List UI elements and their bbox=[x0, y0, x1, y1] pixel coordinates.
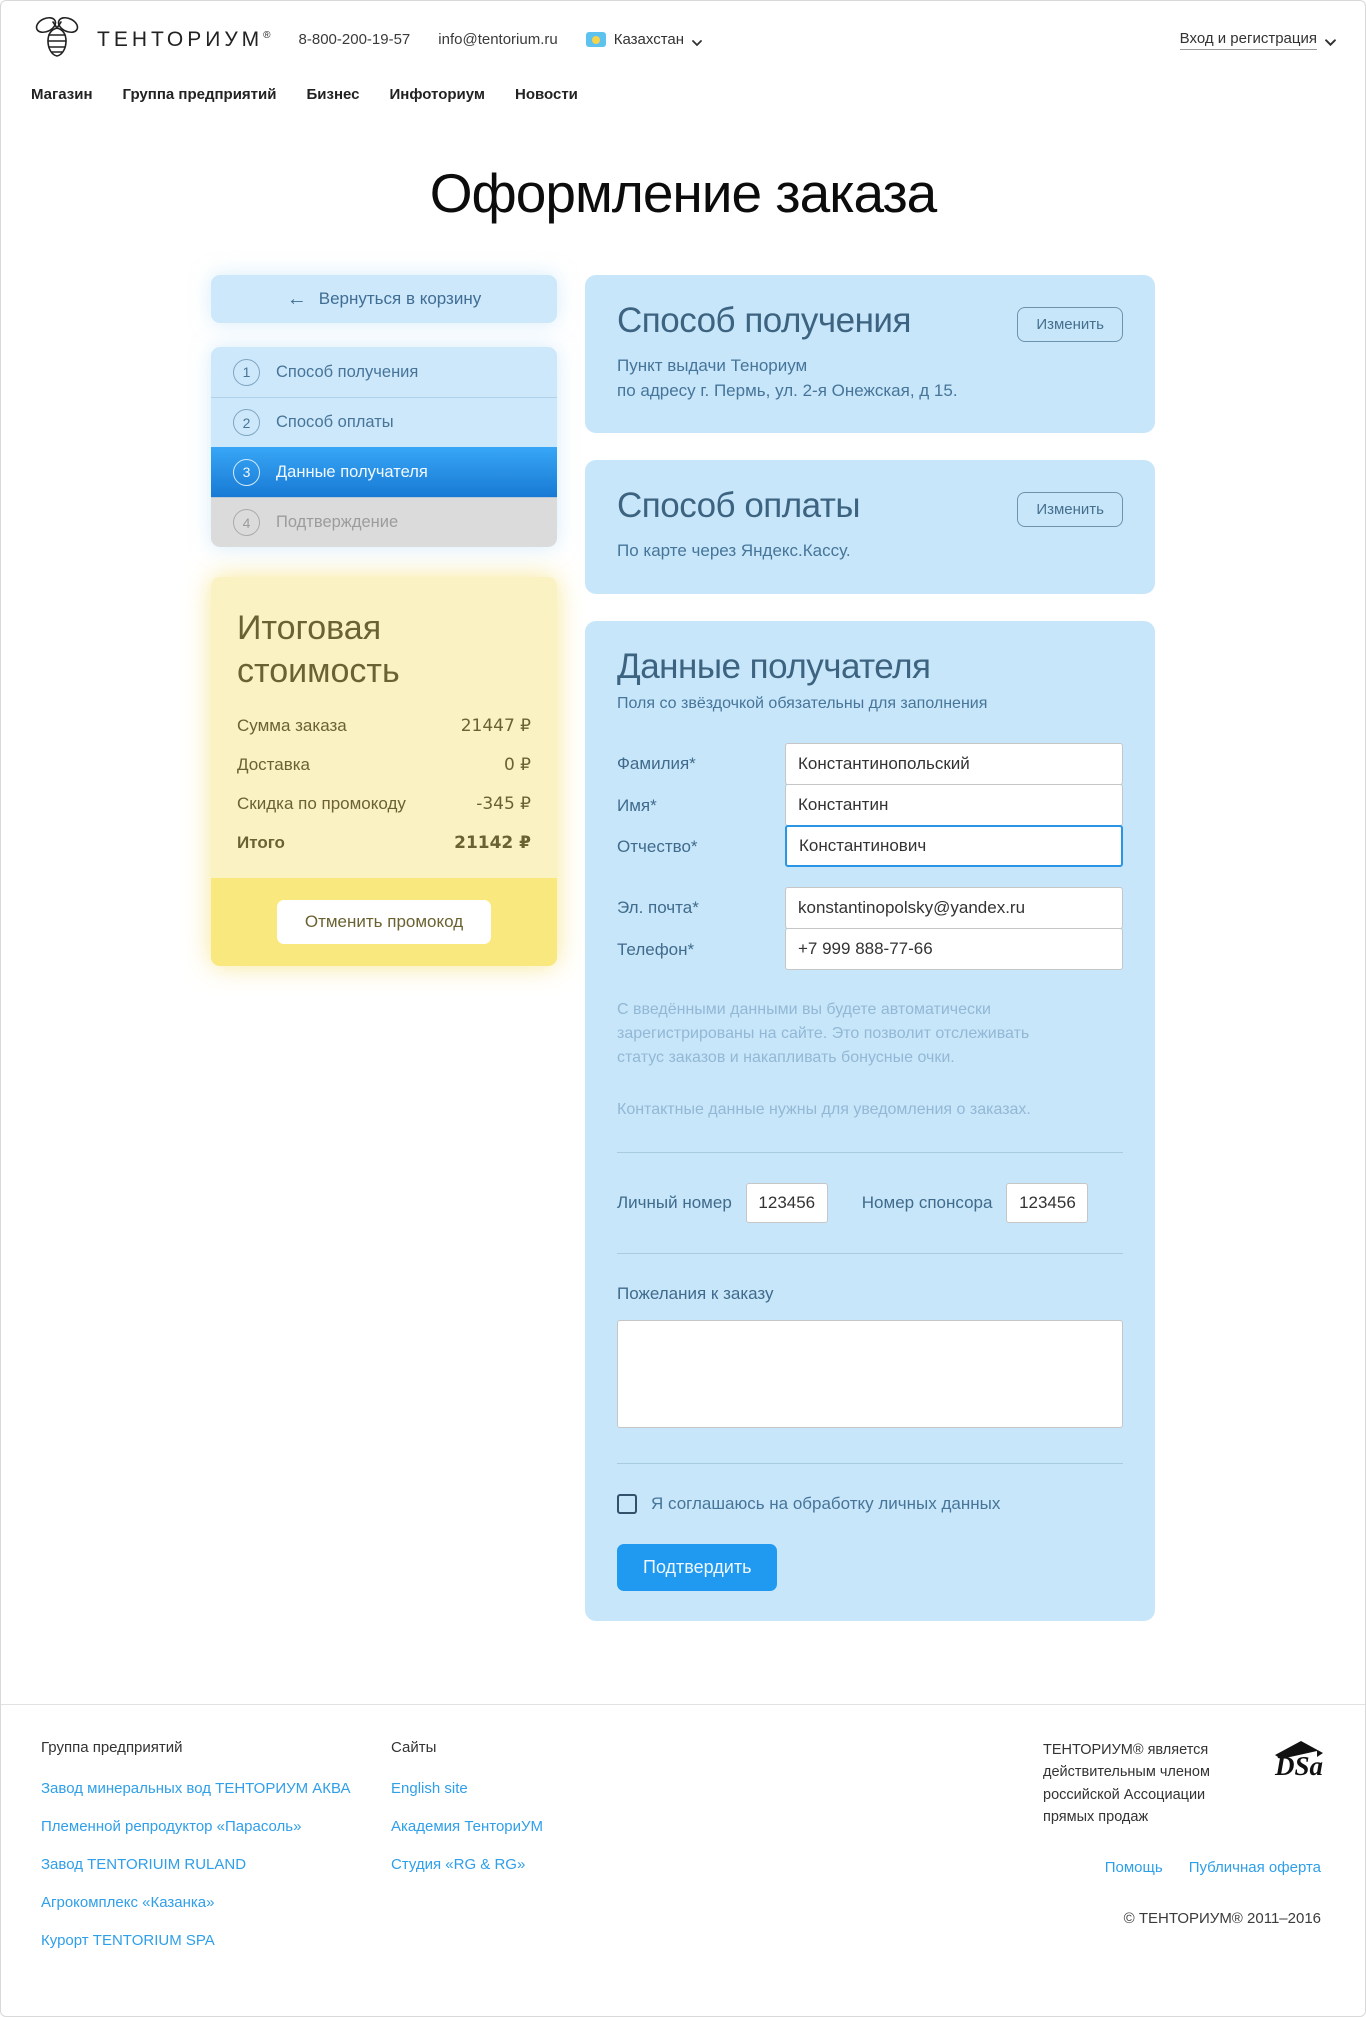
footer-link-aqua[interactable]: Завод минеральных вод ТЕНТОРИУМ АКВА bbox=[41, 1779, 351, 1797]
back-to-cart-button[interactable] bbox=[211, 275, 557, 323]
header-top-row bbox=[31, 15, 1335, 64]
footer-association-column bbox=[1043, 1739, 1325, 1970]
discount-value: -345 ₽ bbox=[476, 794, 531, 814]
header bbox=[1, 1, 1365, 119]
delivery-card-text: Пункт выдачи Тенориум по адресу г. Пермь, ул. 2-я Онежская, д 15. bbox=[617, 356, 958, 400]
login-link[interactable] bbox=[1180, 30, 1335, 50]
step-label: Данные получателя bbox=[276, 462, 428, 481]
footer-link-academy[interactable]: Академия ТенториУМ bbox=[391, 1817, 544, 1835]
form-row-firstname bbox=[617, 785, 1123, 826]
personal-number-field[interactable] bbox=[746, 1183, 828, 1223]
nav-item-business[interactable]: Бизнес bbox=[306, 86, 360, 103]
form-title: Данные получателя bbox=[617, 646, 931, 686]
middlename-label: Отчество* bbox=[617, 836, 698, 856]
form-subtitle: Поля со звёздочкой обязательны для заполнения bbox=[617, 694, 988, 712]
sponsor-number-label: Номер спонсора bbox=[861, 1192, 993, 1212]
footer-link-help[interactable]: Помощь bbox=[1104, 1858, 1163, 1876]
main-content bbox=[211, 275, 1155, 1648]
delivery-value: 0 ₽ bbox=[503, 755, 531, 775]
bee-logo-icon bbox=[31, 15, 83, 64]
footer-companies-heading: Группа предприятий bbox=[41, 1738, 183, 1756]
divider bbox=[617, 1152, 1123, 1153]
checkout-steps bbox=[211, 347, 557, 547]
chevron-down-icon bbox=[1325, 35, 1335, 45]
summary-row-total: Итого 21142 ₽ bbox=[237, 833, 531, 853]
agree-label: Я соглашаюсь на обработку личных данных bbox=[651, 1493, 1001, 1513]
step-number-badge: 1 bbox=[233, 359, 260, 386]
step-confirmation bbox=[211, 497, 557, 547]
subtotal-value: 21447 ₽ bbox=[460, 716, 531, 736]
nav-item-news[interactable]: Новости bbox=[515, 86, 578, 103]
lastname-field[interactable] bbox=[785, 743, 1123, 785]
nav-item-group[interactable]: Группа предприятий bbox=[122, 86, 277, 103]
page-title: Оформление заказа bbox=[429, 162, 937, 224]
main-nav bbox=[31, 86, 1335, 119]
cancel-promo-button[interactable]: Отменить промокод bbox=[277, 900, 491, 944]
step-number-badge: 4 bbox=[233, 509, 260, 536]
divider bbox=[617, 1463, 1123, 1464]
country-selector[interactable] bbox=[586, 31, 702, 48]
footer-link-english-site[interactable]: English site bbox=[391, 1779, 468, 1797]
nav-item-infotorium[interactable]: Инфоториум bbox=[389, 86, 485, 103]
form-row-email bbox=[617, 887, 1123, 929]
payment-method-card bbox=[585, 460, 1155, 594]
header-email[interactable]: info@tentorium.ru bbox=[438, 31, 558, 48]
copyright-text: © ТЕНТОРИУМ® 2011–2016 bbox=[1123, 1909, 1321, 1927]
registration-note: С введёнными данными вы будете автоматически зарегистрированы на сайте. Это позволит отслеживать статус заказов и накапливать бонусные очки. bbox=[617, 1000, 1030, 1066]
form-row-phone bbox=[617, 929, 1123, 970]
delivery-method-card bbox=[585, 275, 1155, 433]
delivery-card-title: Способ получения bbox=[617, 301, 911, 340]
footer-sites-heading: Сайты bbox=[391, 1738, 437, 1756]
change-delivery-button[interactable]: Изменить bbox=[1017, 307, 1123, 342]
footer-link-spa[interactable]: Курорт TENTORIUM SPA bbox=[41, 1931, 215, 1949]
submit-button[interactable]: Подтвердить bbox=[617, 1544, 777, 1591]
footer-link-ruland[interactable]: Завод TENTORIUIM RULAND bbox=[41, 1855, 247, 1873]
firstname-label: Имя* bbox=[617, 795, 657, 815]
firstname-field[interactable] bbox=[785, 784, 1123, 826]
header-phone: 8-800-200-19-57 bbox=[298, 31, 411, 48]
lastname-label: Фамилия* bbox=[617, 753, 696, 773]
change-payment-button[interactable]: Изменить bbox=[1017, 492, 1123, 527]
content-column bbox=[585, 275, 1155, 1648]
association-text: ТЕНТОРИУМ® является действительным членом российской Ассоциации прямых продаж bbox=[1043, 1741, 1210, 1826]
step-number-badge: 2 bbox=[233, 409, 260, 436]
summary-title: Итоговая стоимость bbox=[237, 609, 400, 690]
footer-sites-column bbox=[391, 1739, 1043, 1970]
country-name: Казахстан bbox=[613, 31, 685, 48]
promo-band bbox=[211, 878, 557, 966]
step-label: Способ получения bbox=[276, 362, 419, 381]
step-number-badge: 3 bbox=[233, 459, 260, 486]
brand-reg-mark: ® bbox=[263, 29, 271, 41]
numbers-row bbox=[617, 1183, 1123, 1223]
summary-row-delivery: Доставка 0 ₽ bbox=[237, 755, 531, 775]
phone-field[interactable] bbox=[785, 928, 1123, 970]
footer-link-studio[interactable]: Студия «RG & RG» bbox=[391, 1855, 526, 1873]
email-field[interactable] bbox=[785, 887, 1123, 929]
nav-item-shop[interactable]: Магазин bbox=[31, 86, 93, 103]
form-row-lastname bbox=[617, 743, 1123, 785]
sponsor-number-field[interactable] bbox=[1006, 1183, 1088, 1223]
wishes-label: Пожелания к заказу bbox=[617, 1283, 774, 1303]
summary-row-subtotal: Сумма заказа 21447 ₽ bbox=[237, 716, 531, 736]
footer-companies-column bbox=[41, 1739, 391, 1970]
email-label: Эл. почта* bbox=[617, 897, 699, 917]
payment-card-title: Способ оплаты bbox=[617, 486, 861, 526]
payment-card-text: По карте через Яндекс.Кассу. bbox=[617, 541, 851, 561]
logo[interactable] bbox=[31, 15, 271, 64]
chevron-down-icon bbox=[692, 35, 702, 45]
back-to-cart-label: Вернуться в корзину bbox=[318, 289, 482, 308]
order-summary-card bbox=[211, 577, 557, 966]
step-label: Подтверждение bbox=[276, 513, 399, 531]
wishes-textarea[interactable] bbox=[617, 1320, 1123, 1428]
phone-label: Телефон* bbox=[617, 939, 695, 959]
total-value: 21142 ₽ bbox=[454, 833, 531, 853]
divider bbox=[617, 1253, 1123, 1254]
step-recipient-active[interactable] bbox=[211, 447, 557, 497]
login-label: Вход и регистрация bbox=[1180, 30, 1317, 50]
flag-kazakhstan-icon bbox=[586, 32, 606, 47]
step-delivery[interactable] bbox=[211, 347, 557, 397]
sidebar bbox=[211, 275, 557, 966]
step-payment[interactable] bbox=[211, 397, 557, 447]
middlename-field-focused[interactable] bbox=[785, 825, 1123, 867]
step-label: Способ оплаты bbox=[276, 413, 394, 431]
recipient-data-card bbox=[585, 621, 1155, 1621]
footer-link-kazanka[interactable]: Агрокомплекс «Казанка» bbox=[41, 1893, 215, 1911]
summary-row-promo-discount: Скидка по промокоду -345 ₽ bbox=[237, 794, 531, 814]
personal-number-label: Личный номер bbox=[617, 1192, 732, 1212]
brand-name: ТЕНТОРИУМ® bbox=[97, 27, 271, 51]
footer bbox=[1, 1704, 1365, 2016]
agree-row bbox=[617, 1494, 1123, 1514]
agree-checkbox[interactable] bbox=[617, 1494, 637, 1514]
footer-link-parasol[interactable]: Племенной репродуктор «Парасоль» bbox=[41, 1817, 302, 1835]
form-row-middlename bbox=[617, 826, 1123, 867]
arrow-left-icon: ← bbox=[286, 288, 307, 310]
footer-link-offer[interactable]: Публичная оферта bbox=[1188, 1858, 1321, 1876]
dsa-logo-icon bbox=[1271, 1739, 1325, 1785]
contact-note: Контактные данные нужны для уведомления о заказах. bbox=[617, 1100, 1031, 1118]
svg-text:DSa: DSa bbox=[1275, 1750, 1324, 1781]
